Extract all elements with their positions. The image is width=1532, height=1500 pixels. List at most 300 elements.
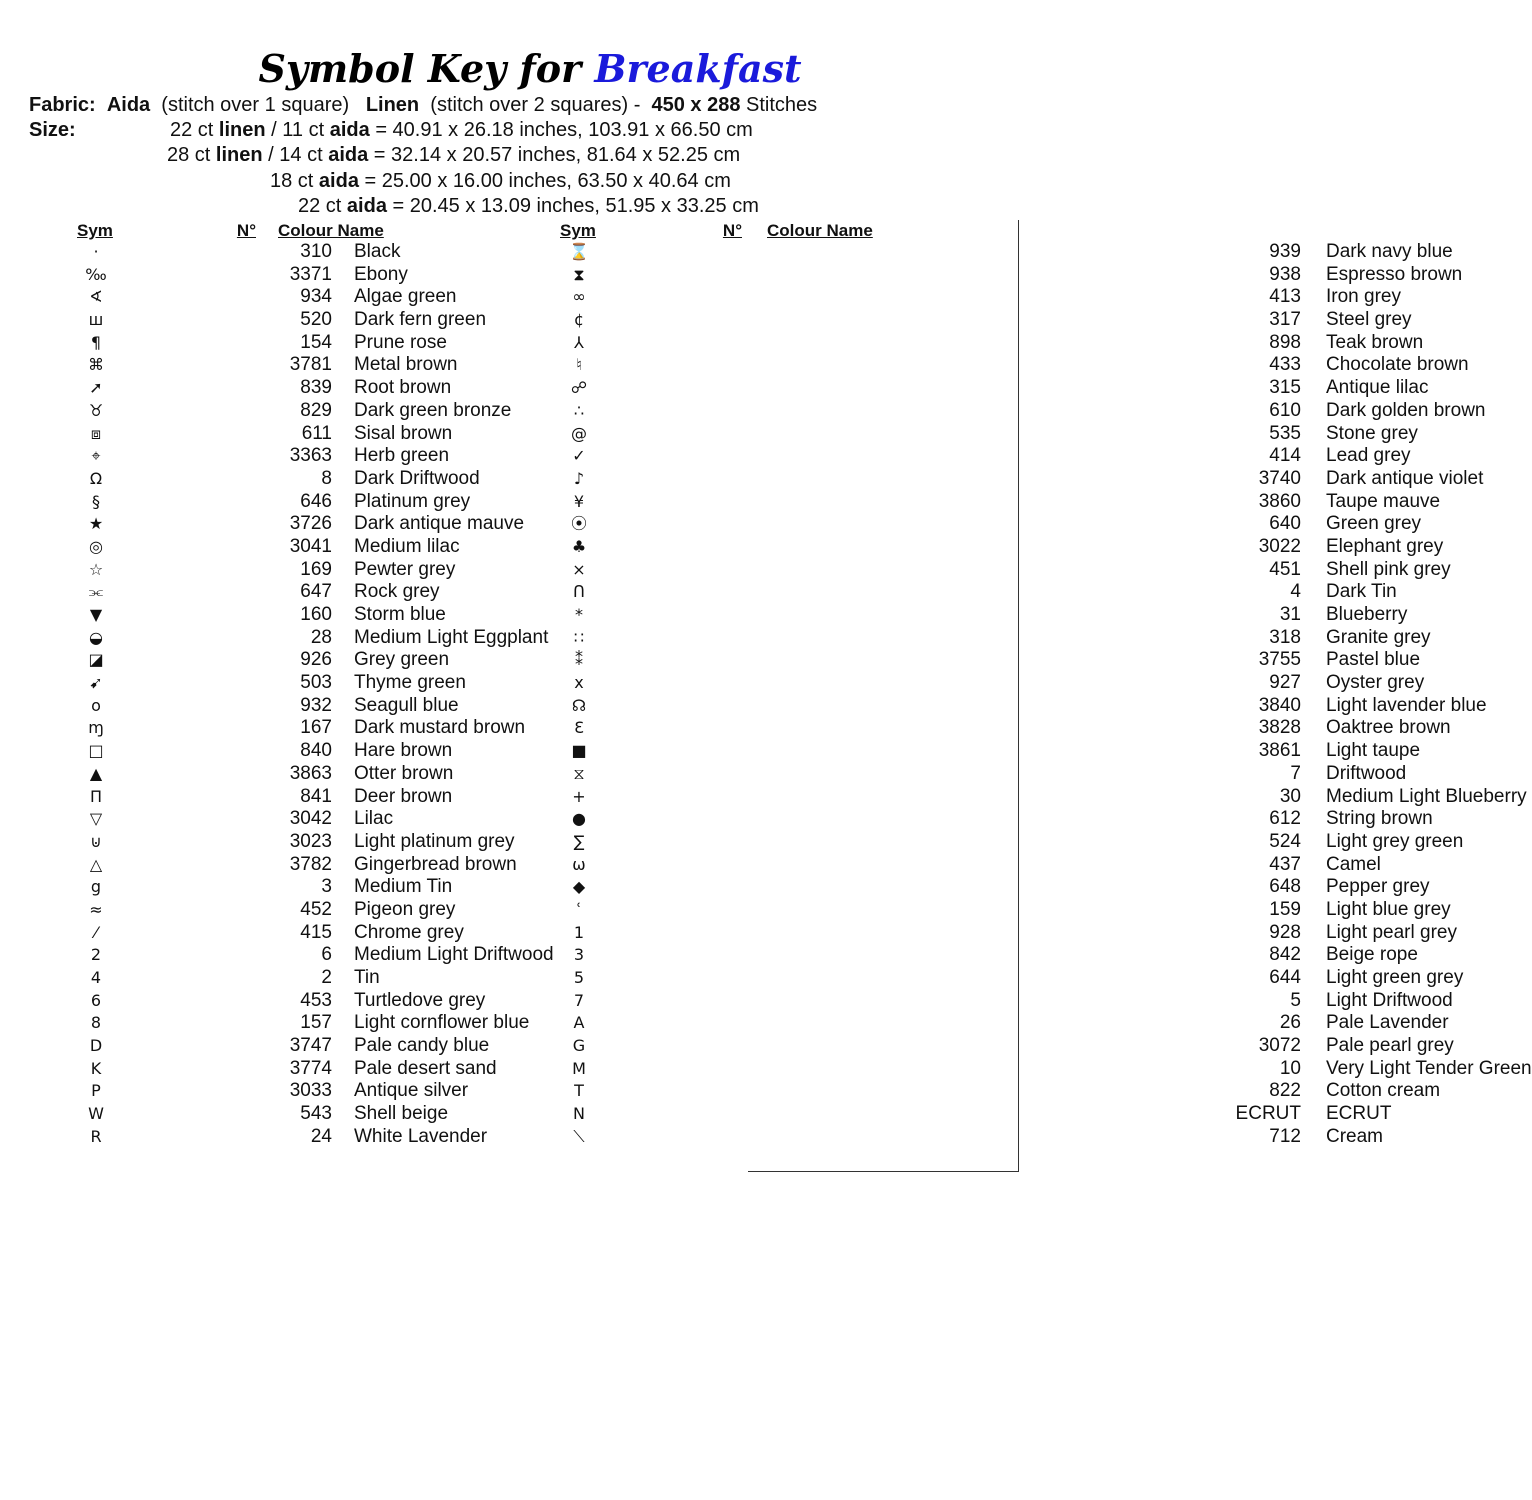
symbol-key-row	[76, 423, 556, 446]
symbol: x	[574, 673, 584, 693]
symbol: ∢	[89, 287, 103, 307]
thread-number: 612	[1269, 808, 1301, 830]
thread-number: 932	[300, 694, 332, 716]
symbol: ⧖	[573, 763, 585, 783]
colour-name: Light green grey	[1326, 967, 1464, 988]
thread-number: 640	[1269, 513, 1301, 535]
colour-name: Hare brown	[354, 740, 453, 762]
symbol-key-row	[559, 286, 1401, 309]
symbol-key-row	[559, 785, 1527, 809]
colour-name: Chocolate brown	[1326, 354, 1469, 376]
thread-number: 413	[1269, 286, 1301, 308]
symbol: Ω	[89, 468, 103, 488]
colour-name: Tin	[354, 967, 380, 988]
colour-name: Beige rope	[1326, 944, 1418, 966]
colour-name: Pale candy blue	[354, 1035, 490, 1057]
symbol: §	[92, 491, 100, 511]
symbol: T	[574, 1081, 584, 1101]
thread-number: 535	[1269, 422, 1301, 444]
thread-number: 26	[1279, 1012, 1301, 1034]
symbol: ☍	[570, 378, 588, 398]
symbol-key-row	[559, 535, 1444, 559]
symbol: ◒	[89, 627, 103, 647]
symbol: ш	[88, 310, 104, 330]
symbol-key-row	[76, 286, 556, 309]
size-line: 22 ct linen / 11 ct aida = 40.91 x 26.18 inches, 103.91 x 66.50 cm	[170, 119, 753, 141]
symbol: 7	[573, 990, 585, 1010]
symbol-key-row	[559, 263, 1463, 287]
thread-number: 2	[321, 967, 332, 988]
symbol-key-row	[76, 922, 556, 945]
symbol-key-row	[559, 467, 1484, 491]
thread-number: 30	[1279, 785, 1301, 807]
stitches-word: Stitches	[746, 94, 818, 116]
thread-number: 3747	[289, 1035, 332, 1057]
colour-name: Teak brown	[1326, 331, 1424, 353]
colour-name: Iron grey	[1326, 286, 1401, 308]
thread-number: 3	[321, 876, 332, 898]
symbol-key-row	[76, 808, 556, 831]
thread-number: 503	[300, 672, 332, 694]
symbol-key-right-column	[559, 241, 1532, 1149]
symbol: ◪	[88, 650, 104, 670]
thread-number: 160	[300, 604, 332, 625]
symbol: ●	[572, 809, 586, 829]
colour-name: Antique silver	[354, 1080, 469, 1102]
symbol: *	[575, 605, 583, 624]
symbol: ⌛	[569, 242, 589, 261]
thread-number: 169	[300, 558, 332, 580]
symbol: D	[89, 1036, 103, 1056]
symbol: ≈	[89, 899, 103, 919]
symbol: △	[89, 854, 103, 874]
colour-name: Turtledove grey	[354, 989, 486, 1011]
thread-number: 3726	[289, 513, 332, 535]
colour-name: Granite grey	[1326, 626, 1431, 648]
colour-name: Gingerbread brown	[354, 853, 517, 875]
colour-name: Deer brown	[354, 785, 453, 807]
symbol: Π	[89, 786, 103, 806]
symbol: ∞	[572, 287, 586, 307]
symbol: ⅄	[574, 332, 584, 352]
thread-number: 524	[1269, 830, 1301, 852]
header-sym: Sym	[77, 221, 113, 240]
symbol: ⧈	[90, 423, 102, 443]
colour-name: Shell beige	[354, 1103, 449, 1125]
colour-name: Chrome grey	[354, 921, 464, 943]
symbol: @	[571, 423, 587, 443]
colour-name: Dark antique violet	[1326, 467, 1484, 489]
colour-name: Dark fern green	[354, 309, 487, 331]
colour-name: Medium Tin	[354, 876, 453, 898]
symbol-key-row	[559, 830, 1464, 854]
symbol: ¶	[90, 332, 102, 352]
thread-number: 829	[300, 399, 332, 421]
colour-name: Pastel blue	[1326, 649, 1421, 671]
symbol-key-row	[559, 490, 1441, 514]
symbol: ▽	[89, 809, 103, 829]
colour-name: Dark green bronze	[354, 399, 512, 421]
fabric-line	[29, 93, 817, 118]
thread-number: 840	[300, 740, 332, 762]
symbol: ☆	[88, 559, 104, 579]
symbol-key-row	[559, 1035, 1454, 1058]
thread-number: 3782	[289, 853, 332, 875]
thread-number: 648	[1269, 876, 1301, 898]
colour-name: Oyster grey	[1326, 672, 1425, 694]
colour-name: Light pearl grey	[1326, 921, 1457, 943]
thread-number: 3755	[1258, 649, 1301, 671]
symbol: 5	[573, 968, 585, 987]
symbol: ⁑	[575, 650, 583, 670]
thread-number: 822	[1269, 1080, 1301, 1102]
thread-number: 610	[1269, 399, 1301, 421]
colour-name: Steel grey	[1326, 309, 1412, 331]
symbol-key-row	[76, 763, 556, 786]
colour-name: Dark mustard brown	[354, 717, 526, 739]
size-label: Size:	[29, 119, 76, 141]
thread-number: 317	[1269, 309, 1301, 331]
colour-name: Light grey green	[1326, 830, 1464, 852]
symbol-key-row	[559, 445, 1411, 468]
thread-number: 3863	[289, 762, 332, 784]
symbol: ◆	[572, 877, 586, 897]
title-pattern-name: Breakfast	[594, 46, 802, 91]
symbol-key-row	[76, 332, 556, 355]
colour-name: Cream	[1326, 1125, 1384, 1147]
colour-name: Shell pink grey	[1326, 558, 1451, 580]
title-prefix: Symbol Key for	[258, 46, 582, 91]
symbol-key-row	[76, 536, 556, 559]
symbol-key-row	[559, 898, 1451, 922]
symbol: ⨯	[572, 559, 586, 579]
symbol: M	[572, 1058, 586, 1078]
colour-name: Metal brown	[354, 354, 458, 376]
symbol-key-row	[76, 400, 556, 423]
symbol-key-row	[559, 694, 1487, 718]
symbol: ɱ	[88, 718, 104, 738]
symbol-key-row	[76, 264, 556, 287]
colour-name: Prune rose	[354, 331, 447, 353]
colour-name: Lead grey	[1326, 445, 1411, 467]
thread-number: 7	[1290, 762, 1301, 784]
colour-name: String brown	[1326, 808, 1433, 830]
thread-number: 453	[300, 989, 332, 1011]
colour-name: Light lavender blue	[1326, 694, 1487, 716]
symbol: 8	[90, 1013, 102, 1033]
symbol-key-row	[559, 740, 1421, 763]
symbol: ‰	[85, 264, 107, 284]
symbol-key-row	[76, 990, 556, 1013]
thread-number: 898	[1269, 331, 1301, 353]
symbol-key-row	[559, 399, 1486, 423]
table-border-bottom	[748, 1171, 1019, 1172]
colour-name: Pigeon grey	[354, 898, 456, 920]
colour-name: Pewter grey	[354, 558, 456, 580]
symbol: ★	[88, 514, 104, 534]
thread-number: 611	[301, 422, 332, 444]
symbol-key-row	[559, 944, 1418, 967]
symbol-key-row	[76, 604, 556, 627]
colour-name: Storm blue	[354, 604, 446, 625]
symbol: ⧗	[573, 264, 585, 284]
symbol-key-row	[76, 309, 556, 332]
page-title	[0, 44, 1060, 94]
thread-number: 310	[300, 241, 332, 262]
symbol: G	[572, 1036, 586, 1056]
symbol-key-row	[559, 422, 1418, 446]
colour-name: Antique lilac	[1326, 377, 1429, 399]
thread-number: 3828	[1258, 717, 1301, 739]
thread-number: 451	[1269, 558, 1301, 580]
colour-name: Blueberry	[1326, 604, 1408, 625]
header-colour-name: Colour Name	[278, 221, 384, 240]
symbol: K	[90, 1058, 102, 1078]
colour-name: Otter brown	[354, 762, 454, 784]
symbol-key-row	[559, 558, 1451, 582]
thread-number: 712	[1269, 1125, 1301, 1147]
colour-name: Oaktree brown	[1326, 717, 1451, 739]
stitch-dimensions: 450 x 288	[651, 94, 741, 116]
colour-name: Dark navy blue	[1326, 241, 1453, 262]
symbol-key-row	[559, 331, 1424, 355]
symbol: R	[90, 1126, 102, 1146]
symbol-key-row	[76, 377, 556, 400]
symbol-key-row	[559, 649, 1421, 672]
symbol: 2	[90, 945, 102, 965]
thread-number: 927	[1269, 672, 1301, 694]
colour-name: Platinum grey	[354, 490, 471, 512]
colour-name: Medium Light Blueberry	[1326, 785, 1527, 807]
colour-name: Rock grey	[354, 581, 440, 603]
thread-number: 414	[1269, 445, 1301, 467]
thread-number: 3371	[289, 263, 332, 285]
fabric-aida-note: (stitch over 1 square)	[161, 94, 350, 116]
symbol-key-row	[76, 899, 556, 922]
symbol-key-row	[76, 1103, 556, 1126]
symbol: ⊍	[90, 831, 102, 851]
colour-name: Medium Light Eggplant	[354, 626, 549, 648]
symbol-key-row	[76, 354, 556, 377]
colour-name: Camel	[1326, 853, 1381, 875]
thread-number: 3861	[1258, 740, 1301, 762]
fabric-aida: Aida	[106, 94, 151, 116]
colour-name: Algae green	[354, 286, 457, 308]
colour-name: White Lavender	[354, 1125, 488, 1147]
thread-number: 3023	[289, 830, 332, 852]
symbol: ◎	[89, 536, 103, 556]
symbol: 1	[573, 922, 585, 942]
symbol: ♉	[88, 400, 104, 420]
symbol-key-row	[559, 989, 1453, 1013]
thread-number: 938	[1269, 263, 1301, 285]
symbol-key-row	[76, 649, 556, 672]
thread-number: 4	[1290, 581, 1301, 603]
colour-name: Grey green	[354, 649, 450, 671]
symbol: ∷	[573, 627, 585, 647]
symbol-key-row	[76, 831, 556, 854]
colour-name: Pepper grey	[1326, 876, 1430, 898]
symbol: 6	[90, 990, 102, 1010]
thread-number: 928	[1269, 921, 1301, 943]
symbol: ⦿	[570, 514, 587, 534]
symbol: Ɛ	[574, 718, 584, 738]
colour-name: Root brown	[354, 377, 452, 399]
symbol: N	[573, 1104, 585, 1124]
thread-number: 3840	[1258, 694, 1301, 716]
symbol-key-row	[559, 377, 1429, 400]
colour-name: Light taupe	[1326, 740, 1421, 762]
symbol-key-row	[559, 921, 1457, 945]
symbol-key-row	[76, 559, 556, 582]
colour-name: Stone grey	[1326, 422, 1418, 444]
colour-name: Lilac	[354, 808, 394, 830]
symbol: ¢	[573, 310, 585, 330]
symbol-key-row	[559, 309, 1412, 332]
thread-number: 3363	[289, 445, 332, 467]
symbol-key-row	[559, 762, 1407, 786]
symbol: ω	[572, 854, 586, 874]
symbol: P	[91, 1081, 101, 1101]
thread-number: 157	[300, 1012, 332, 1034]
size-line: 22 ct aida = 20.45 x 13.09 inches, 51.95 x 33.25 cm	[298, 195, 759, 217]
symbol: □	[88, 741, 104, 761]
colour-name: Very Light Tender Green	[1326, 1057, 1532, 1079]
symbol: ♣	[571, 536, 587, 556]
thread-number: 167	[300, 717, 332, 739]
thread-number: 415	[300, 921, 332, 943]
thread-number: 842	[1269, 944, 1301, 966]
colour-name: Black	[354, 241, 401, 262]
thread-number: 3022	[1258, 535, 1301, 557]
symbol-key-row	[76, 717, 556, 740]
symbol-key-row	[559, 581, 1397, 604]
thread-number: 644	[1269, 967, 1301, 988]
symbol-key-row	[559, 354, 1469, 377]
colour-name: Sisal brown	[354, 422, 453, 444]
thread-number: 10	[1279, 1057, 1301, 1079]
colour-name: Dark golden brown	[1326, 399, 1486, 421]
thread-number: 934	[300, 286, 332, 308]
symbol-key-row	[76, 581, 556, 604]
thread-number: 3860	[1258, 490, 1301, 512]
colour-name: Dark antique mauve	[354, 513, 525, 535]
symbol-key-row	[76, 513, 556, 536]
thread-number: 31	[1279, 604, 1301, 625]
symbol: 4	[90, 968, 102, 987]
symbol: ♪	[573, 468, 585, 488]
symbol: ⫘	[88, 582, 104, 602]
thread-number: 28	[310, 626, 332, 648]
header-num: N°	[722, 221, 742, 240]
thread-number: 839	[300, 377, 332, 399]
symbol-key-row	[76, 241, 556, 264]
symbol: ☊	[571, 695, 587, 715]
thread-number: 647	[300, 581, 332, 603]
table-border-right	[1018, 220, 1019, 1171]
size-line: 18 ct aida = 25.00 x 16.00 inches, 63.50 x 40.64 cm	[270, 170, 731, 192]
symbol-key-row	[559, 672, 1425, 695]
symbol-key-row	[76, 445, 556, 468]
symbol: g	[90, 877, 102, 897]
thread-number: 520	[300, 309, 332, 331]
colour-name: Light Driftwood	[1326, 989, 1453, 1011]
thread-number: 159	[1269, 898, 1301, 920]
symbol: ➹	[89, 673, 103, 693]
symbol-key-row	[559, 853, 1381, 877]
thread-number: 24	[310, 1125, 332, 1147]
thread-number: 3740	[1258, 467, 1301, 489]
colour-name: Medium Light Driftwood	[354, 944, 554, 966]
symbol-key-row	[76, 1012, 556, 1035]
symbol-key-row	[76, 627, 556, 650]
symbol: ⌘	[88, 355, 104, 375]
thread-number: 841	[300, 785, 332, 807]
symbol-key-row	[559, 967, 1464, 990]
symbol: ʿ	[576, 899, 582, 919]
symbol-key-row	[559, 241, 1453, 264]
symbol: ¥	[573, 491, 585, 511]
thread-number: 3072	[1258, 1035, 1301, 1057]
fabric-label: Fabric:	[29, 94, 96, 116]
symbol-key-row	[559, 1080, 1441, 1103]
symbol-key-row	[76, 1058, 556, 1081]
colour-name: ECRUT	[1326, 1103, 1392, 1125]
symbol-key-row	[76, 468, 556, 491]
symbol-key-row	[559, 1012, 1449, 1035]
colour-name: Taupe mauve	[1326, 490, 1441, 512]
thread-number: 926	[300, 649, 332, 671]
thread-number: 646	[300, 490, 332, 512]
thread-number: 318	[1269, 626, 1301, 648]
symbol: ⁄	[94, 922, 98, 942]
symbol-key-row	[559, 717, 1451, 740]
thread-number: 437	[1269, 853, 1301, 875]
symbol: o	[91, 695, 101, 715]
symbol: ᑎ	[573, 582, 585, 602]
symbol: ▼	[89, 605, 103, 624]
thread-number: 315	[1269, 377, 1301, 399]
symbol-key-row	[559, 626, 1431, 650]
thread-number: 6	[321, 944, 332, 966]
thread-number: 452	[300, 898, 332, 920]
header-sym: Sym	[560, 221, 596, 240]
thread-number: 8	[321, 467, 332, 489]
colour-name: Dark Driftwood	[354, 467, 480, 489]
colour-name: Espresso brown	[1326, 263, 1463, 285]
colour-name: Pale Lavender	[1326, 1012, 1449, 1034]
symbol: ▲	[89, 763, 103, 783]
fabric-linen-note: (stitch over 2 squares) -	[430, 94, 641, 116]
thread-number: 939	[1269, 241, 1301, 262]
colour-name: Driftwood	[1326, 762, 1407, 784]
thread-number: 5	[1290, 989, 1301, 1011]
colour-name: Green grey	[1326, 513, 1422, 535]
colour-name: Ebony	[354, 263, 408, 285]
symbol-key-left-column	[76, 241, 556, 1149]
thread-number: 433	[1269, 354, 1301, 376]
colour-name: Cotton cream	[1326, 1080, 1441, 1102]
symbol-key-row	[76, 672, 556, 695]
colour-name: Light blue grey	[1326, 898, 1451, 920]
symbol-key-row	[76, 876, 556, 899]
symbol-key-row	[76, 740, 556, 763]
symbol: ·	[93, 242, 99, 261]
symbol: ⌖	[91, 446, 101, 466]
thread-number: 3781	[289, 354, 332, 376]
thread-number: 3774	[289, 1057, 332, 1079]
header-colour-name: Colour Name	[767, 221, 873, 240]
